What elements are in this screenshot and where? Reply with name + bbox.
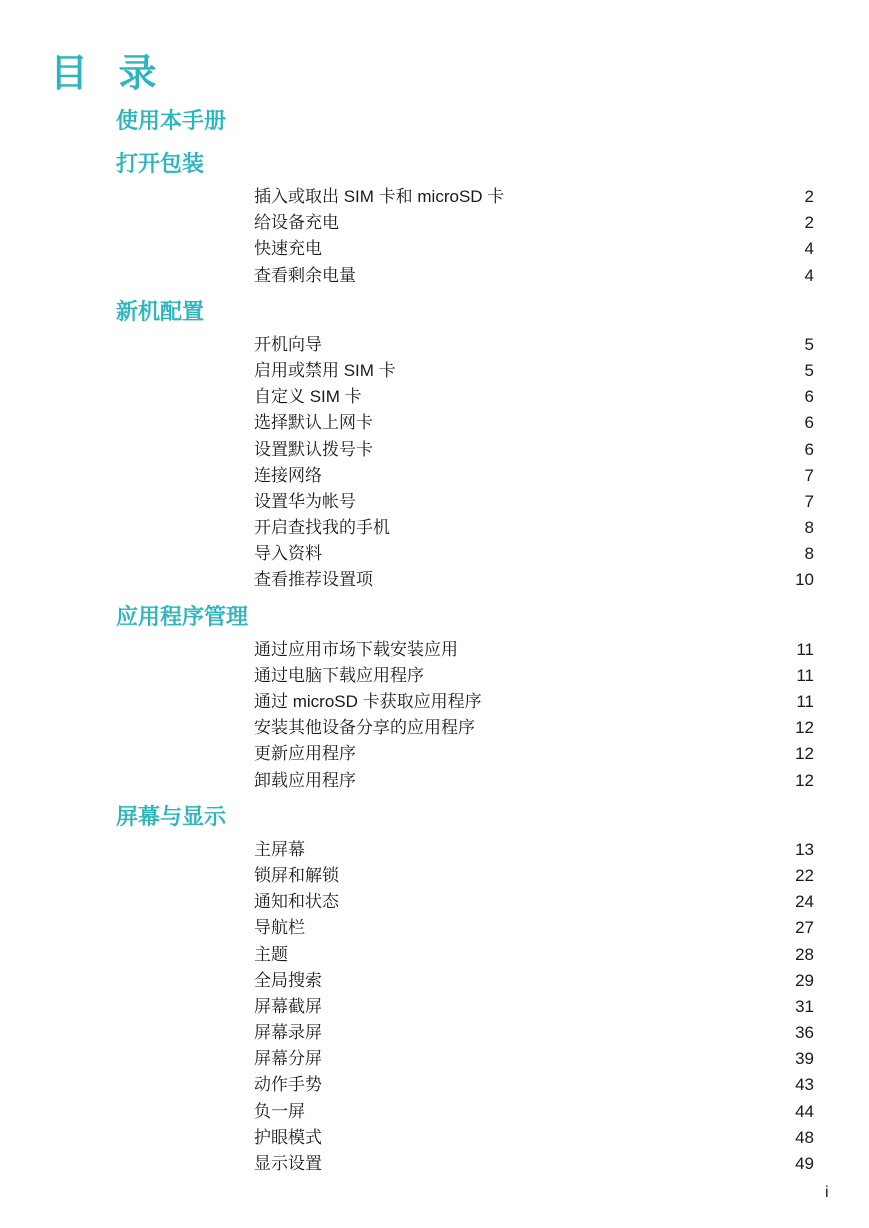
toc-entry[interactable] [254, 863, 814, 889]
toc-entry-label: 显示设置 [254, 1154, 322, 1173]
toc-entry-label: 护眼模式 [254, 1127, 322, 1147]
toc-entry-label: 全局搜索 [254, 970, 322, 990]
toc-entry-page: 10 [795, 570, 814, 590]
toc-entry-page: 7 [804, 465, 814, 485]
toc-entry-page: 4 [804, 265, 814, 285]
toc-section [0, 108, 869, 134]
toc-entry-page: 11 [796, 692, 814, 711]
toc-entry-label: 插入或取出 SIM 卡和 microSD 卡 [254, 187, 505, 206]
toc-entry-page: 8 [804, 518, 814, 538]
toc-entry-label: 开启查找我的手机 [254, 518, 390, 538]
toc-entry-label: 动作手势 [254, 1075, 322, 1095]
toc-entry[interactable] [254, 236, 814, 262]
toc-entry-page: 4 [804, 239, 814, 259]
toc-entry-page: 28 [795, 944, 814, 964]
toc-entry-page: 44 [795, 1101, 814, 1121]
toc-entry-page: 43 [795, 1075, 814, 1095]
toc-entry-label: 通知和状态 [254, 892, 339, 912]
toc-entry-page: 6 [804, 387, 814, 407]
toc-entry-label: 快速充电 [254, 239, 322, 259]
toc-entry[interactable] [254, 263, 814, 289]
toc-entry[interactable] [254, 994, 814, 1020]
toc-entry-page: 11 [796, 665, 814, 685]
toc-entry[interactable] [254, 1020, 814, 1046]
toc-entry-page: 7 [804, 491, 814, 511]
toc-entry-page: 12 [795, 718, 814, 738]
toc-entry[interactable] [254, 358, 814, 384]
toc-entry[interactable] [254, 1099, 814, 1125]
page-title: 目 录 [50, 53, 167, 95]
toc-entry[interactable] [254, 1046, 814, 1072]
toc-entry[interactable] [254, 889, 814, 915]
toc-entry-page: 6 [804, 439, 814, 459]
toc-entry-page: 39 [795, 1049, 814, 1069]
toc-entry-label: 主题 [254, 944, 288, 964]
toc-entry-label: 查看剩余电量 [254, 265, 356, 285]
toc-entry-label: 自定义 SIM 卡 [254, 387, 362, 407]
toc-entry[interactable] [254, 1151, 814, 1177]
toc-entry-label: 更新应用程序 [254, 744, 356, 764]
toc-entry-label: 安装其他设备分享的应用程序 [254, 718, 475, 738]
toc-entry[interactable] [254, 384, 814, 410]
toc-entry-label: 导航栏 [254, 918, 305, 938]
toc-entry[interactable] [254, 741, 814, 767]
toc-entry[interactable] [254, 915, 814, 941]
toc-entry-label: 设置华为帐号 [254, 491, 356, 511]
toc-entry-page: 24 [795, 892, 814, 912]
toc-entry-page: 12 [795, 770, 814, 790]
toc-entry[interactable] [254, 437, 814, 463]
toc-entry-page: 8 [804, 544, 814, 564]
toc-entry-page: 29 [795, 970, 814, 990]
toc-entry[interactable] [254, 515, 814, 541]
toc-entry[interactable] [254, 184, 814, 210]
toc-entry[interactable] [254, 968, 814, 994]
toc-entry[interactable] [254, 410, 814, 436]
toc-entry-label: 选择默认上网卡 [254, 413, 373, 433]
toc-entry[interactable] [254, 637, 814, 663]
toc-entry-label: 负一屏 [254, 1101, 305, 1121]
toc-entry[interactable] [254, 715, 814, 741]
toc-entry[interactable] [254, 567, 814, 593]
toc-entry-label: 导入资料 [254, 544, 322, 564]
section-title[interactable]: 使用本手册 [116, 108, 227, 133]
toc-entry[interactable] [254, 210, 814, 236]
toc-entry[interactable] [254, 489, 814, 515]
page-number: i [825, 1184, 829, 1201]
toc-entry-page: 31 [795, 996, 814, 1016]
toc-entry[interactable] [254, 1125, 814, 1151]
toc-entry-page: 2 [804, 187, 814, 206]
toc-entry[interactable] [254, 463, 814, 489]
toc-entry[interactable] [254, 541, 814, 567]
table-of-contents [0, 108, 869, 1187]
section-title[interactable]: 应用程序管理 [116, 603, 249, 629]
toc-entry[interactable] [254, 332, 814, 358]
toc-entry[interactable] [254, 942, 814, 968]
toc-entry-page: 13 [795, 839, 814, 859]
toc-entry-page: 27 [795, 918, 814, 938]
toc-section [0, 604, 869, 794]
toc-entry-page: 2 [804, 213, 814, 233]
toc-entry-page: 22 [795, 865, 814, 885]
toc-entry-label: 锁屏和解锁 [254, 865, 339, 885]
toc-entry-label: 通过电脑下载应用程序 [254, 665, 424, 685]
section-title[interactable]: 新机配置 [116, 298, 205, 324]
toc-section [0, 151, 869, 289]
toc-section [0, 299, 869, 594]
toc-entry-label: 主屏幕 [254, 839, 305, 859]
toc-entry-label: 卸载应用程序 [254, 770, 356, 790]
toc-entry-label: 通过应用市场下载安装应用 [254, 639, 458, 659]
toc-entry[interactable] [254, 837, 814, 863]
toc-entry-label: 设置默认拨号卡 [254, 439, 373, 459]
toc-entry-label: 连接网络 [254, 465, 322, 485]
toc-entry-page: 48 [795, 1127, 814, 1147]
toc-entry-page: 11 [796, 639, 814, 659]
toc-entry-page: 6 [804, 413, 814, 433]
toc-section [0, 804, 869, 1177]
toc-entry-label: 屏幕分屏 [254, 1049, 322, 1069]
toc-entry[interactable] [254, 663, 814, 689]
toc-entry-page: 5 [804, 360, 814, 380]
toc-entry-page: 5 [804, 334, 814, 354]
toc-entry-page: 49 [795, 1154, 814, 1173]
toc-entry[interactable] [254, 689, 814, 715]
toc-entry[interactable] [254, 768, 814, 794]
toc-entry-label: 启用或禁用 SIM 卡 [254, 360, 396, 380]
toc-entry-label: 通过 microSD 卡获取应用程序 [254, 692, 482, 711]
toc-entry[interactable] [254, 1072, 814, 1098]
toc-entry-label: 屏幕录屏 [254, 1023, 322, 1043]
section-title[interactable]: 打开包装 [116, 151, 205, 176]
toc-entry-page: 36 [795, 1023, 814, 1043]
section-title[interactable]: 屏幕与显示 [116, 803, 227, 829]
toc-entry-page: 12 [795, 744, 814, 764]
toc-entry-label: 屏幕截屏 [254, 996, 322, 1016]
toc-entry-label: 查看推荐设置项 [254, 570, 373, 590]
toc-entry-label: 给设备充电 [254, 213, 339, 233]
toc-entry-label: 开机向导 [254, 334, 322, 354]
